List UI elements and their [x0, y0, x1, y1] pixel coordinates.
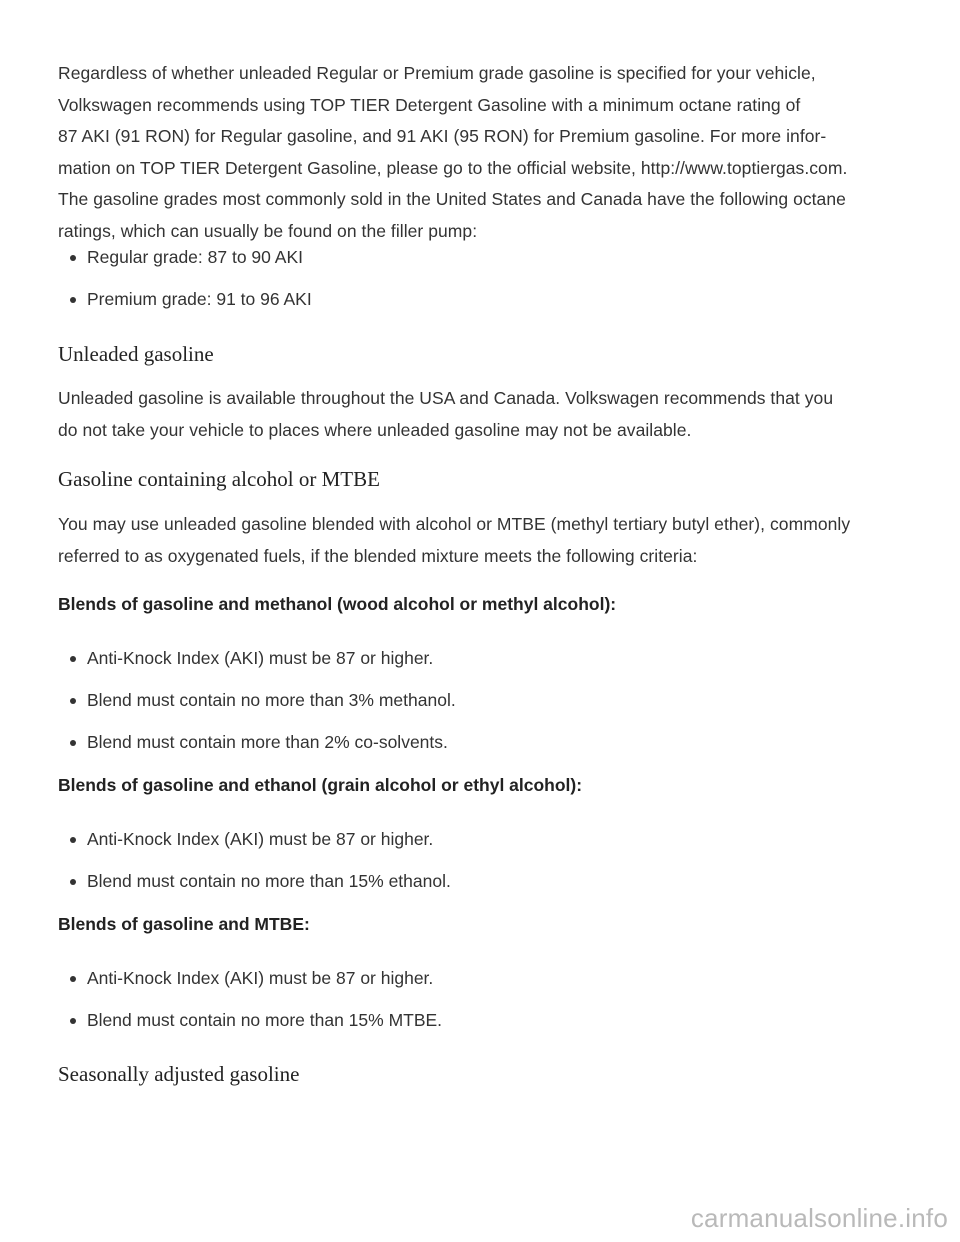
list-item-text: Premium grade: 91 to 96 AKI — [87, 289, 312, 309]
list-item-text: Blend must contain no more than 15% ethanol. — [87, 871, 451, 891]
alcohol-paragraph — [58, 509, 918, 572]
intro-line-1: Regardless of whether unleaded Regular or Premium grade gasoline is specified for your vehicle, — [58, 63, 816, 83]
mtbe-title: Blends of gasoline and MTBE: — [58, 914, 310, 934]
bullet-dot — [70, 976, 76, 982]
bullet-dot — [70, 879, 76, 885]
ethanol-title: Blends of gasoline and ethanol (grain alcohol or ethyl alcohol): — [58, 775, 583, 795]
list-item — [58, 289, 918, 310]
intro-line-2: Volkswagen recommends using TOP TIER Detergent Gasoline with a minimum octane rating of — [58, 94, 801, 115]
list-item-text: Anti-Knock Index (AKI) must be 87 or higher. — [87, 968, 434, 988]
grades-paragraph — [58, 184, 918, 247]
bullet-dot — [70, 740, 76, 746]
intro-line-4: mation on TOP TIER Detergent Gasoline, please go to the official website, http://www.toptiergas.com. — [58, 157, 848, 178]
list-item-text: Blend must contain no more than 3% methanol. — [87, 690, 456, 710]
methanol-list — [58, 648, 918, 753]
list-item — [58, 690, 918, 711]
ethanol-list — [58, 829, 918, 892]
alcohol-line-1: You may use unleaded gasoline blended with alcohol or MTBE (methyl tertiary butyl ether), commonly — [58, 514, 851, 534]
bullet-dot — [70, 837, 76, 843]
watermark: carmanualsonline.info — [690, 1203, 948, 1233]
unleaded-line-1: Unleaded gasoline is available throughout the USA and Canada. Volkswagen recommends that you — [58, 388, 834, 408]
list-item — [58, 648, 918, 669]
list-item-text: Anti-Knock Index (AKI) must be 87 or higher. — [87, 829, 434, 849]
bullet-dot — [70, 255, 76, 261]
list-item — [58, 1010, 918, 1031]
bullet-dot — [70, 1018, 76, 1024]
list-item-text: Blend must contain no more than 15% MTBE. — [87, 1010, 443, 1030]
list-item — [58, 247, 918, 268]
grades-line-1: The gasoline grades most commonly sold in the United States and Canada have the following octane — [58, 189, 846, 209]
bullet-dot — [70, 656, 76, 662]
list-item-text: Blend must contain more than 2% co-solvents. — [87, 732, 448, 752]
unleaded-paragraph — [58, 383, 918, 446]
methanol-title: Blends of gasoline and methanol (wood alcohol or methyl alcohol): — [58, 594, 617, 614]
list-item — [58, 968, 918, 989]
manual-page — [58, 58, 918, 1087]
list-item — [58, 732, 918, 753]
unleaded-heading: Unleaded gasoline — [58, 342, 214, 366]
list-item-text: Regular grade: 87 to 90 AKI — [87, 247, 303, 267]
alcohol-line-2: referred to as oxygenated fuels, if the blended mixture meets the following criteria: — [58, 545, 698, 566]
list-item-text: Anti-Knock Index (AKI) must be 87 or higher. — [87, 648, 434, 668]
bullet-dot — [70, 297, 76, 303]
grades-list — [58, 247, 918, 310]
intro-paragraph — [58, 58, 918, 184]
alcohol-heading: Gasoline containing alcohol or MTBE — [58, 467, 380, 491]
list-item — [58, 871, 918, 892]
intro-line-3: 87 AKI (91 RON) for Regular gasoline, and 91 AKI (95 RON) for Premium gasoline. For more infor- — [58, 126, 827, 146]
bullet-dot — [70, 698, 76, 704]
unleaded-line-2: do not take your vehicle to places where unleaded gasoline may not be available. — [58, 419, 692, 440]
list-item — [58, 829, 918, 850]
mtbe-list — [58, 968, 918, 1031]
grades-line-2: ratings, which can usually be found on the filler pump: — [58, 220, 478, 241]
seasonal-heading: Seasonally adjusted gasoline — [58, 1062, 300, 1086]
